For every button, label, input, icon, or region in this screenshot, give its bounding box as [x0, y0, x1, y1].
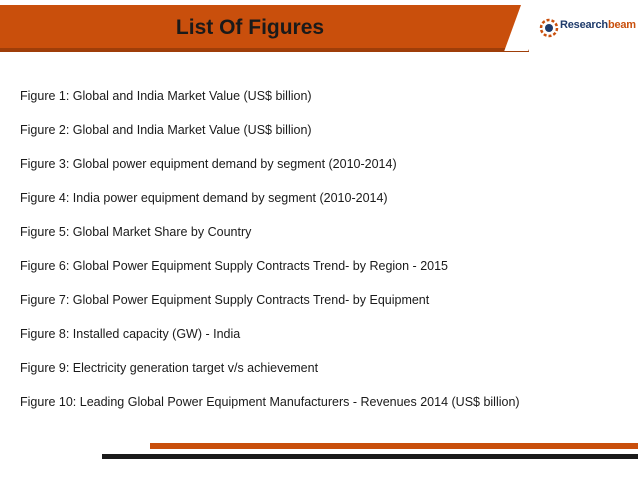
list-item: Figure 2: Global and India Market Value (US$ billion) [20, 123, 312, 137]
logo-text-beam: beam [607, 19, 636, 31]
list-item: Figure 7: Global Power Equipment Supply Contracts Trend- by Equipment [20, 293, 430, 307]
footer-dark-line [102, 454, 638, 459]
list-item: Figure 3: Global power equipment demand by segment (2010-2014) [20, 157, 397, 171]
logo-text-research: Research [560, 19, 608, 31]
figure-list [20, 86, 520, 426]
logo-text [560, 19, 636, 31]
list-item: Figure 6: Global Power Equipment Supply Contracts Trend- by Region - 2015 [20, 259, 449, 273]
list-item: Figure 1: Global and India Market Value (US$ billion) [20, 89, 312, 103]
page-title: List Of Figures [175, 16, 325, 39]
list-item: Figure 10: Leading Global Power Equipment Manufacturers - Revenues 2014 (US$ billion) [20, 395, 520, 409]
list-item: Figure 8: Installed capacity (GW) - India [20, 327, 241, 341]
list-item: Figure 4: India power equipment demand by segment (2010-2014) [20, 191, 388, 205]
list-item: Figure 9: Electricity generation target v/s achievement [20, 361, 319, 375]
researchbeam-logo [538, 10, 634, 46]
logo-ring-icon [538, 10, 560, 46]
list-item: Figure 5: Global Market Share by Country [20, 225, 252, 239]
footer-accent-band [150, 443, 638, 449]
